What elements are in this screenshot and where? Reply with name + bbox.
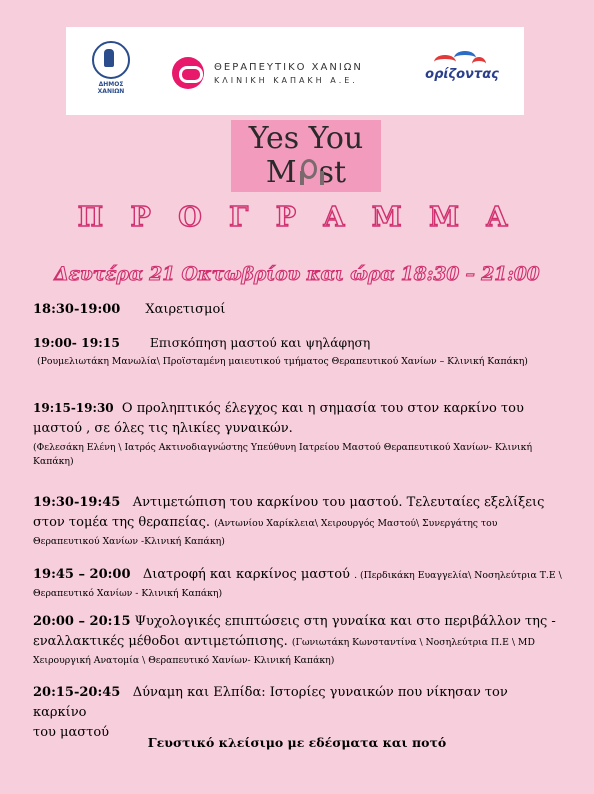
schedule-item — [33, 300, 563, 320]
item-speaker-cont: Καπάκη) — [33, 456, 74, 467]
closing-note: Γευστικό κλείσιμο με εδέσματα και ποτό — [147, 735, 447, 750]
item-time: 19:30-19:45 — [33, 495, 121, 510]
municipality-seal-icon — [92, 41, 130, 79]
banner-line-2: M st — [265, 155, 347, 190]
item-speaker-cont: Θεραπευτικό Χανίων - Κλινική Καπάκη) — [33, 588, 223, 599]
item-title: Επισκόπηση μαστού και ψηλάφηση — [149, 336, 371, 350]
schedule-item — [33, 565, 563, 602]
item-title-cont: εναλλακτικές μέθοδοι αντιμετώπισης. — [33, 634, 288, 649]
item-speaker-cont: Θεραπευτικού Χανίων -Κλινική Καπάκη) — [33, 536, 225, 547]
schedule-item — [33, 398, 563, 469]
item-speaker: (Ρουμελιωτάκη Μανωλία\ Προϊσταμένη μαιευτικού τμήματος Θεραπευτικού Χανίων – Κλινική Καπάκη) — [37, 356, 528, 367]
clinic-name: ΘΕΡΑΠΕΥΤΙΚΟ ΧΑΝΙΩΝ — [214, 61, 363, 73]
item-time: 20:00 – 20:15 — [33, 614, 131, 629]
s-swirl-icon — [172, 57, 204, 89]
campaign-banner — [231, 120, 381, 192]
item-title: Χαιρετισμοί — [145, 302, 226, 317]
schedule-item — [33, 683, 563, 743]
event-date: Δευτέρα 21 Οκτωβρίου και ώρα 18:30 – 21:00 — [54, 264, 540, 285]
item-title: Διατροφή και καρκίνος μαστού — [142, 567, 350, 582]
item-speaker: . (Περδικάκη Ευαγγελία\ Νοσηλεύτρια Τ.Ε \ — [354, 570, 562, 581]
orizontas-logo — [422, 51, 502, 82]
item-title-cont: στον τομέα της θεραπείας. — [33, 515, 210, 530]
pink-ribbon-icon — [299, 159, 317, 187]
item-title: Αντιμετώπιση του καρκίνου του μαστού. Τελευταίες εξελίξεις — [132, 495, 545, 510]
banner-line-1: Yes You — [248, 121, 364, 156]
schedule-item — [33, 333, 563, 370]
municipality-logo — [86, 41, 136, 100]
orizontas-name: ορίζοντας — [425, 67, 499, 82]
item-speaker-cont: Χειρουργική Ανατομία \ Θεραπευτικό Χανίων- Κλινική Καπάκη) — [33, 655, 335, 666]
item-time: 20:15-20:45 — [33, 685, 121, 700]
item-title-cont: μαστού , σε όλες τις ηλικίες γυναικών. — [33, 421, 293, 436]
program-title: Π Ρ Ο Γ Ρ Α Μ Μ Α — [77, 202, 517, 233]
item-time: 18:30-19:00 — [33, 302, 121, 317]
item-time: 19:00- 19:15 — [33, 335, 120, 350]
item-speaker: (Γωνιωτάκη Κωνσταντίνα \ Νοσηλεύτρια Π.Ε \ MD — [291, 637, 535, 648]
item-speaker: (Φελεσάκη Ελένη \ Ιατρός Ακτινοδιαγνώστης Υπεύθυνη Ιατρείου Μαστού Θεραπευτικού Χανίων- Κλινική — [33, 442, 533, 453]
item-title: Δύναμη και Ελπίδα: Ιστορίες γυναικών που νίκησαν τον καρκίνο — [33, 685, 508, 720]
item-title: Ο προληπτικός έλεγχος και η σημασία του στον καρκίνο του — [121, 401, 524, 416]
sponsor-logo-bar — [66, 27, 524, 115]
item-time: 19:15-19:30 — [33, 401, 114, 415]
schedule-item — [33, 612, 563, 669]
horizon-arcs-icon — [422, 51, 502, 67]
clinic-logo — [172, 57, 363, 89]
item-title-cont: του μαστού — [33, 725, 110, 740]
item-title: Ψυχολογικές επιπτώσεις στη γυναίκα και στο περιβάλλον της - — [134, 614, 556, 629]
item-speaker: (Αντωνίου Χαρίκλεια\ Χειρουργός Μαστού\ Συνεργάτης του — [214, 518, 498, 529]
item-time: 19:45 – 20:00 — [33, 567, 131, 582]
schedule-item — [33, 493, 563, 550]
clinic-subname: ΚΛΙΝΙΚΗ ΚΑΠΑΚΗ Α.Ε. — [214, 75, 358, 85]
municipality-name: ΔΗΜΟΣ ΧΑΝΙΩΝ — [97, 81, 125, 95]
municipality-subtext — [86, 95, 136, 100]
